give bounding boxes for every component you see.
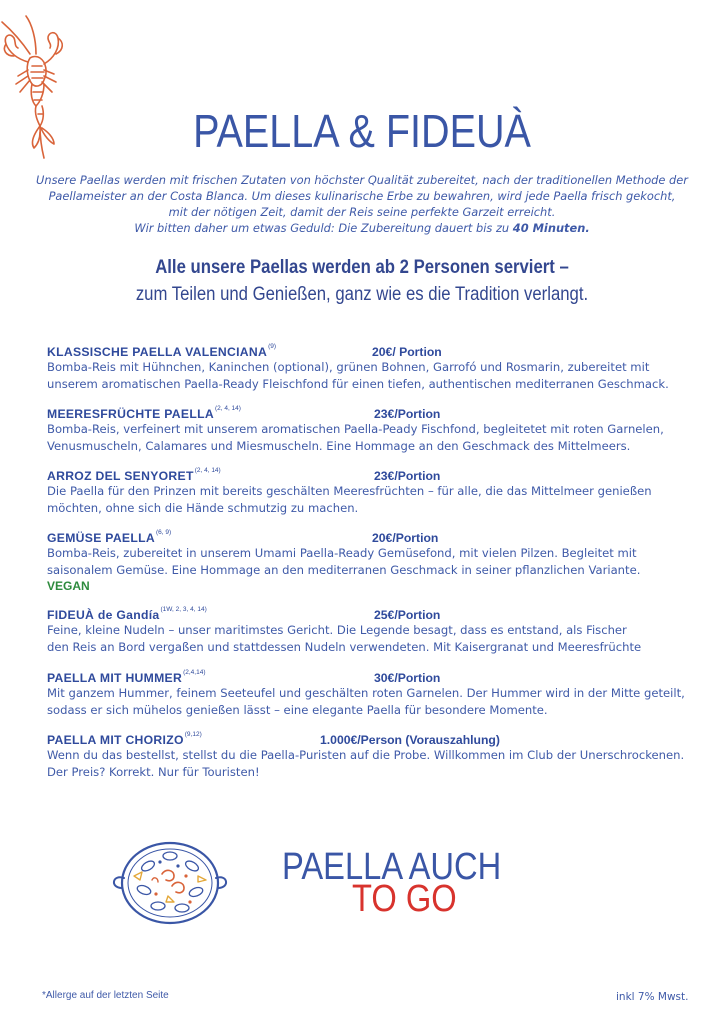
item-description: sodass er sich mühelos genießen lässt – eine elegante Paella für besondere Momente.	[47, 703, 548, 717]
allergen-codes: (9,12)	[184, 730, 202, 738]
item-description: Bomba-Reis mit Hühnchen, Kaninchen (optional), grünen Bohnen, Garrofó und Rosmarin, zubereitet mit	[47, 360, 650, 374]
togo-heading: PAELLA AUCH	[282, 846, 502, 888]
allergen-codes: (2,4,14)	[183, 668, 206, 676]
intro-line: Paellameister an der Costa Blanca. Um dieses kulinarische Erbe zu bewahren, wird jede Paella frisch gekocht,	[48, 189, 676, 203]
item-name: MEERESFRÜCHTE PAELLA$^{(2, 4, 14)}$	[47, 404, 241, 421]
item-description: unserem aromatischen Paella-Ready Fleischfond für einen tiefen, authentischen mediterranen Geschmack.	[47, 377, 669, 391]
intro-line: Unsere Paellas werden mit frischen Zutaten von höchster Qualität zubereitet, nach der traditionellen Methode der	[36, 173, 688, 187]
menu-item	[47, 403, 719, 455]
menu-item	[47, 465, 719, 517]
intro-line: mit der nötigen Zeit, damit der Reis seine perfekte Garzeit erreicht.	[168, 205, 556, 219]
item-name: PAELLA MIT HUMMER$^{(2,4,14)}$	[47, 668, 206, 685]
menu-item	[47, 527, 719, 594]
menu-item	[47, 341, 719, 393]
item-description: den Reis an Bord vergaßen und stattdessen Nudeln verwendeten. Mit Kaisergranat und Meeresfrüchte	[47, 640, 642, 654]
allergen-codes: (2, 4, 14)	[194, 466, 221, 474]
menu-item	[47, 667, 719, 719]
allergen-codes: (1W, 2, 3, 4, 14)	[160, 605, 207, 613]
allergen-codes: (6, 9)	[155, 528, 172, 536]
item-description: Der Preis? Korrekt. Nur für Touristen!	[47, 765, 260, 779]
item-price: 1.000€/Person (Vorauszahlung)	[320, 733, 500, 747]
item-description: Mit ganzem Hummer, feinem Seeteufel und geschälten roten Garnelen. Der Hummer wird in der Mitte geteilt,	[47, 686, 685, 700]
item-price: 30€/Portion	[374, 671, 441, 685]
vegan-badge: VEGAN	[47, 579, 90, 593]
prep-time: 40 Minuten.	[512, 221, 590, 235]
menu-item	[47, 604, 719, 656]
intro-text	[24, 172, 700, 236]
item-description: saisonalem Gemüse. Eine Hommage an den mediterranen Geschmack in seiner pflanzlichen Variante.	[47, 563, 641, 577]
tax-note: inkl 7% Mwst.	[616, 991, 689, 1003]
paella-pan-icon	[110, 832, 230, 932]
item-description: möchten, ohne sich die Hände schmutzig zu machen.	[47, 501, 359, 515]
item-name: PAELLA MIT CHORIZO$^{(9,12)}$	[47, 730, 202, 747]
item-description: Venusmuscheln, Calamares und Miesmuscheln. Eine Hommage an den Geschmack des Mittelmeers.	[47, 439, 631, 453]
item-price: 20€/Portion	[372, 531, 439, 545]
allergy-note: *Allerge auf der letzten Seite	[42, 990, 169, 1001]
menu-item	[47, 729, 719, 781]
item-price: 20€/ Portion	[372, 345, 442, 359]
item-price: 23€/Portion	[374, 407, 441, 421]
item-name: KLASSISCHE PAELLA VALENCIANA$^{(9)}$	[47, 342, 277, 359]
item-description: Feine, kleine Nudeln – unser maritimstes Gericht. Die Legende besagt, dass es entstand, als Fischer	[47, 623, 627, 637]
page-title: PAELLA & FIDEUÀ	[193, 105, 531, 157]
serving-subheading: zum Teilen und Genießen, ganz wie es die Tradition verlangt.	[135, 284, 589, 305]
allergen-codes: (9)	[268, 342, 277, 350]
item-description: Bomba-Reis, zubereitet in unserem Umami Paella-Ready Gemüsefond, mit vielen Pilzen. Begleitet mit	[47, 546, 637, 560]
item-name: FIDEUÀ de Gandía$^{(1W, 2, 3, 4, 14)}$	[47, 605, 207, 622]
serving-heading: Alle unsere Paellas werden ab 2 Personen serviert –	[155, 257, 569, 278]
intro-line: Wir bitten daher um etwas Geduld: Die Zubereitung dauert bis zu 40 Minuten.	[134, 221, 590, 235]
item-name: ARROZ DEL SENYORET$^{(2, 4, 14)}$	[47, 466, 221, 483]
item-description: Wenn du das bestellst, stellst du die Paella-Puristen auf die Probe. Willkommen im Club der Unerschrockenen.	[47, 748, 685, 762]
item-price: 25€/Portion	[374, 608, 441, 622]
togo-subheading: TO GO	[352, 878, 457, 920]
item-name: GEMÜSE PAELLA$^{(6, 9)}$	[47, 528, 172, 545]
item-price: 23€/Portion	[374, 469, 441, 483]
item-description: Die Paella für den Prinzen mit bereits geschälten Meeresfrüchten – für alle, die das Mittelmeer genießen	[47, 484, 652, 498]
allergen-codes: (2, 4, 14)	[214, 404, 241, 412]
item-description: Bomba-Reis, verfeinert mit unserem aromatischen Paella-Peady Fischfond, begleitetet mit roten Garnelen,	[47, 422, 664, 436]
